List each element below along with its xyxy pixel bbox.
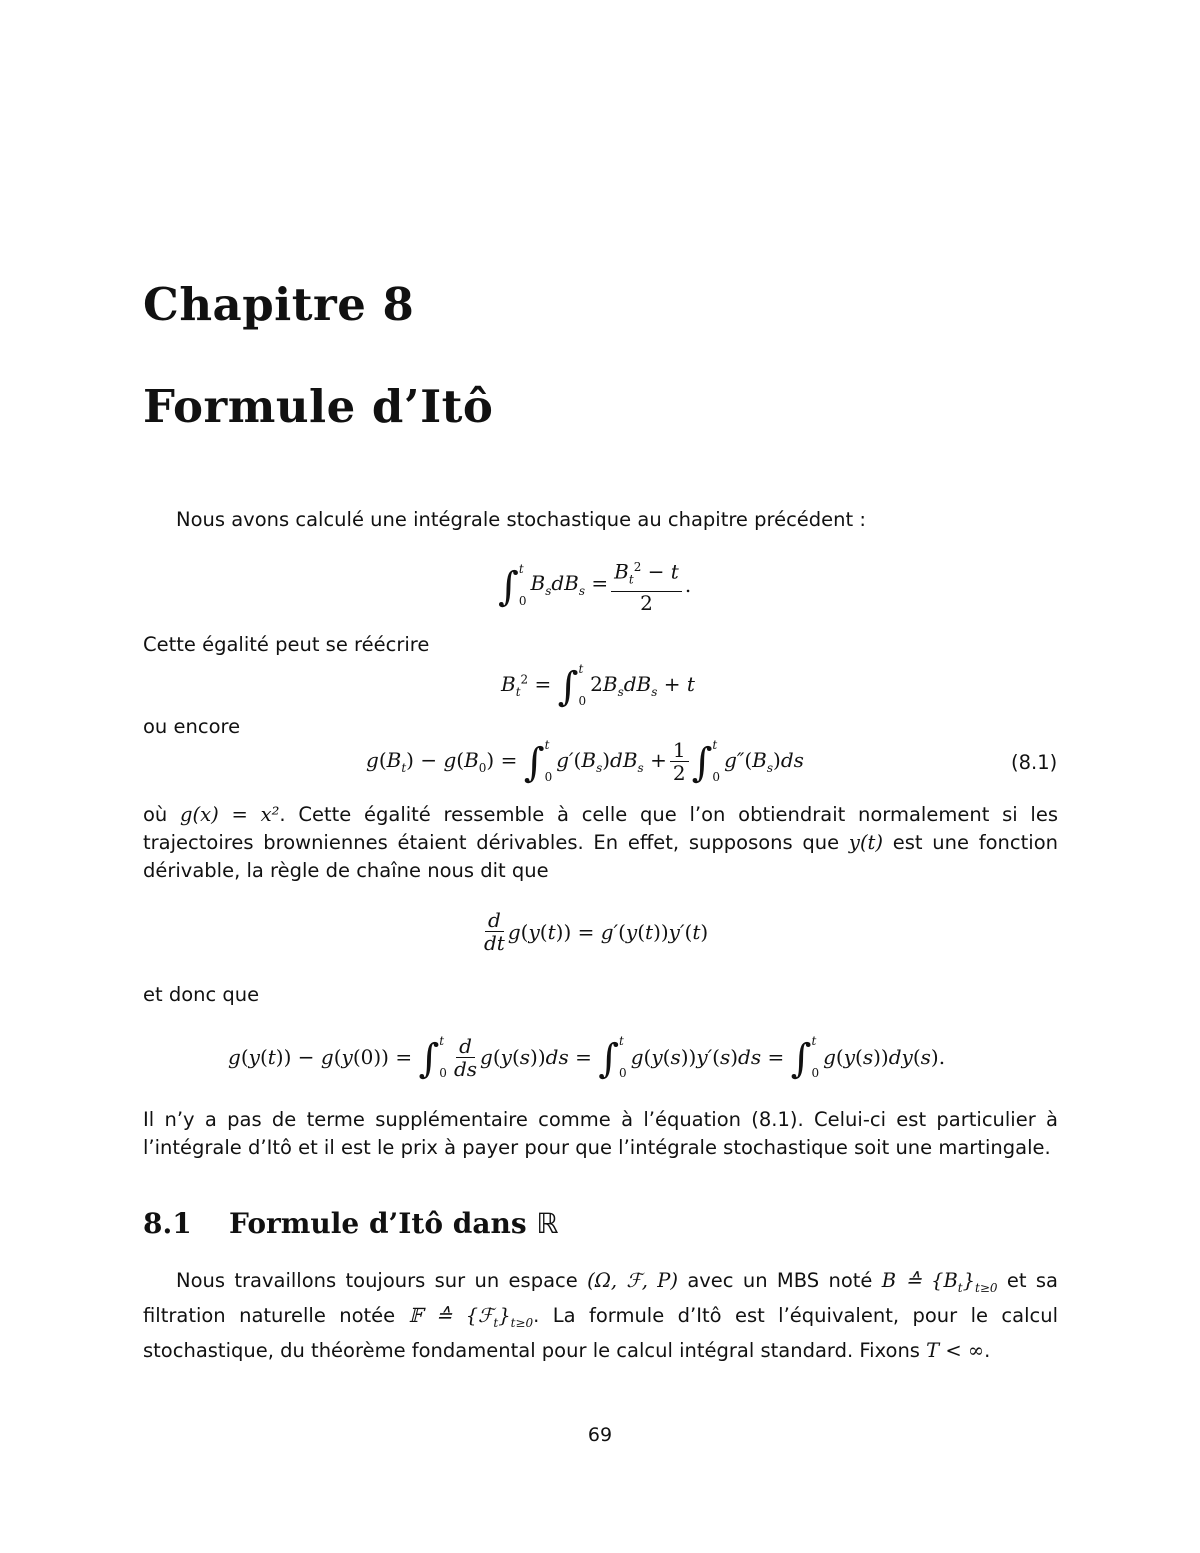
para3-space: (Ω, ℱ, P): [587, 1269, 678, 1292]
rewrite-text: Cette égalité peut se réécrire: [143, 633, 430, 656]
paragraph-trajectories: [143, 801, 1058, 885]
para1-end: est une fonction dérivable, la règle de chaîne nous dit que: [143, 831, 1058, 882]
chapter-title: Formule d’Itô: [143, 380, 494, 433]
section-number: 8.1: [143, 1207, 192, 1240]
equation-integral-bs: ∫ t 0 $B_sdB_s$ = $\frac{B_t^2 - t}{2}$ .: [498, 556, 691, 614]
section-heading: [143, 1207, 559, 1240]
para3-filt: 𝔽 ≙ {ℱ: [408, 1303, 494, 1327]
equation-classical-calculus: g(y(t)) − g(y(0)) = ∫ t 0 $\frac{d}{ds}$ g(y(s))ds = ∫ t 0 g(y(s))y′(s)ds = ∫ t 0 g(y(s))dy(s).: [228, 1033, 946, 1082]
paragraph-ito-formula: Nous travaillons toujours sur un espace (Ω, ℱ, P) avec un MBS noté B ≙ $\{B_t\}_{t\ge 0}$ et sa filtration naturelle notée 𝔽 ≙ $\{ℱ_t\}_{t\ge 0}$. La formule d’Itô est l’équivalent, pour le calcul stochastique, du théorème fondamental pour le calcul intégral standard. Fixons T < ∞.: [143, 1269, 1058, 1362]
para3-p1: Nous travaillons toujours sur un espace: [176, 1269, 578, 1292]
section-title: Formule d’Itô dans: [229, 1207, 527, 1240]
para3-p4: . La formule d’Itô est l’équivalent, pour le calcul stochastique, du théorème fondamental pour le calcul intégral standard. Fixons: [143, 1303, 1058, 1362]
equation-8-1: $g(B_t) - g(B_0)$ = ∫ t 0 $g'(B_s)dB_s$ + $\frac{1}{2}$ ∫ t 0 $g''(B_s)ds$: [366, 737, 804, 786]
para3-p2: avec un MBS noté: [687, 1269, 873, 1292]
para3-fix: T < ∞: [926, 1338, 985, 1362]
equation-chain-rule: $\frac{d}{dt}$ g(y(t)) = g′(y(t))y′(t): [484, 908, 709, 955]
intro-paragraph: Nous avons calculé une intégrale stochastique au chapitre précédent :: [176, 508, 866, 531]
para1-lead: où: [143, 803, 168, 826]
equation-number: (8.1): [1011, 751, 1058, 774]
equation-bt-squared: $B_t^2$ = ∫ t 0 $2B_sdB_s + t$: [501, 662, 695, 710]
and-so-text: et donc que: [143, 983, 260, 1006]
para1-y-math: y(t): [848, 831, 883, 854]
or-again-text: ou encore: [143, 715, 241, 738]
page-number: 69: [587, 1424, 613, 1446]
para3-bm: B ≙ {B: [881, 1269, 958, 1292]
para1-math: g(x) = x²: [180, 803, 280, 826]
chapter-label: Chapitre 8: [143, 278, 415, 331]
para3-p3: et sa filtration naturelle notée: [143, 1269, 1058, 1327]
section-title-symbol: ℝ: [536, 1207, 559, 1240]
para3-end: .: [984, 1338, 991, 1362]
para1-after-math: . Cette égalité ressemble à celle que l’on obtiendrait normalement si les trajectoires browniennes étaient dérivables. En effet, supposons que: [143, 803, 1058, 854]
paragraph-no-extra-term: Il n’y a pas de terme supplémentaire comme à l’équation (8.1). Celui-ci est particulier à l’intégrale d’Itô et il est le prix à payer pour que l’intégrale stochastique soit une martingale.: [143, 1108, 1058, 1159]
